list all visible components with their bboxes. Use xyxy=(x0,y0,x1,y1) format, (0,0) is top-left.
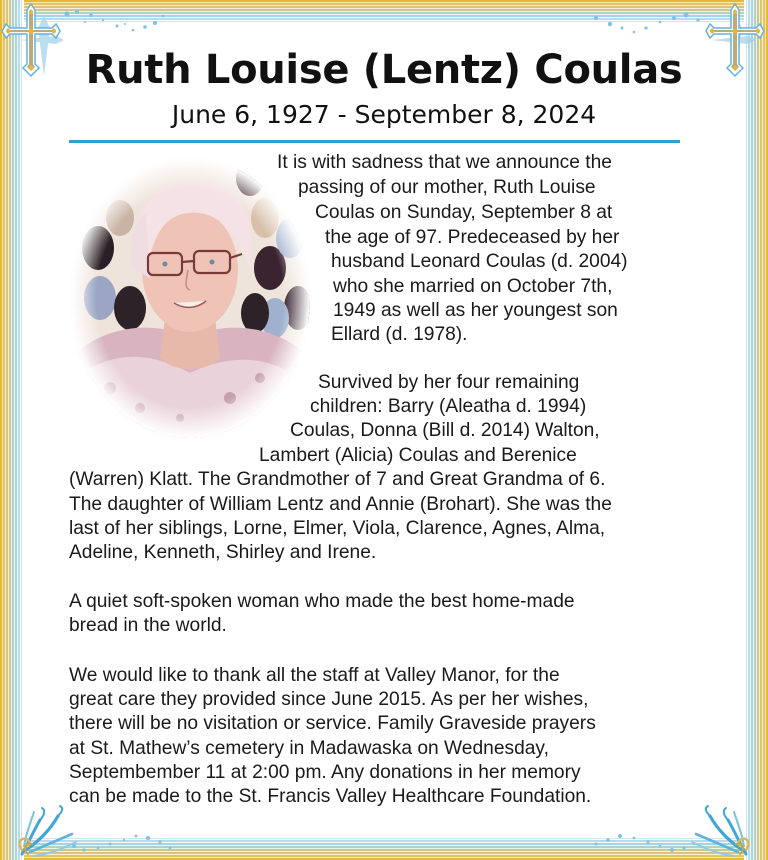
text-line: Coulas on Sunday, September 8 at xyxy=(315,202,613,223)
text-line: at St. Mathew’s cemetery in Madawaska on Wednesday, xyxy=(69,738,549,759)
text-line: husband Leonard Coulas (d. 2004) xyxy=(331,251,628,272)
text-line: there will be no visitation or service. Family Graveside prayers xyxy=(69,713,596,734)
text-line: Coulas, Donna (Bill d. 2014) Walton, xyxy=(290,420,600,441)
obituary-header xyxy=(0,44,768,132)
header-divider xyxy=(69,140,680,143)
text-line: Lambert (Alicia) Coulas and Berenice xyxy=(259,445,577,466)
sparkle-dots xyxy=(55,6,175,42)
portrait-photo xyxy=(70,158,310,438)
text-line: It is with sadness that we announce the xyxy=(277,152,612,173)
deceased-name: Ruth Louise (Lentz) Coulas xyxy=(85,47,683,93)
text-line: who she married on October 7th, xyxy=(333,276,613,297)
text-line: can be made to the St. Francis Valley Healthcare Foundation. xyxy=(69,786,592,807)
text-line: (Warren) Klatt. The Grandmother of 7 and Great Grandma of 6. xyxy=(69,469,606,490)
floral-swirl-icon xyxy=(678,780,768,860)
text-line: bread in the world. xyxy=(69,615,227,636)
text-line: great care they provided since June 2015. As per her wishes, xyxy=(69,689,589,710)
text-line: passing of our mother, Ruth Louise xyxy=(298,177,596,198)
life-dates: June 6, 1927 - September 8, 2024 xyxy=(171,100,597,129)
text-line: We would like to thank all the staff at Valley Manor, for the xyxy=(69,665,560,686)
text-line: Adeline, Kenneth, Shirley and Irene. xyxy=(69,542,377,563)
text-line: Ellard (d. 1978). xyxy=(331,324,468,345)
text-line: last of her siblings, Lorne, Elmer, Viola, Clarence, Agnes, Alma, xyxy=(69,518,606,539)
text-line: children: Barry (Aleatha d. 1994) xyxy=(310,396,587,417)
text-line: A quiet soft-spoken woman who made the best home-made xyxy=(69,591,575,612)
text-line: Survived by her four remaining xyxy=(318,372,580,393)
text-line: Septembember 11 at 2:00 pm. Any donations in her memory xyxy=(69,762,581,783)
text-line: The daughter of William Lentz and Annie (Brohart). She was the xyxy=(69,494,612,515)
text-line: 1949 as well as her youngest son xyxy=(333,300,618,321)
text-line: the age of 97. Predeceased by her xyxy=(325,227,620,248)
